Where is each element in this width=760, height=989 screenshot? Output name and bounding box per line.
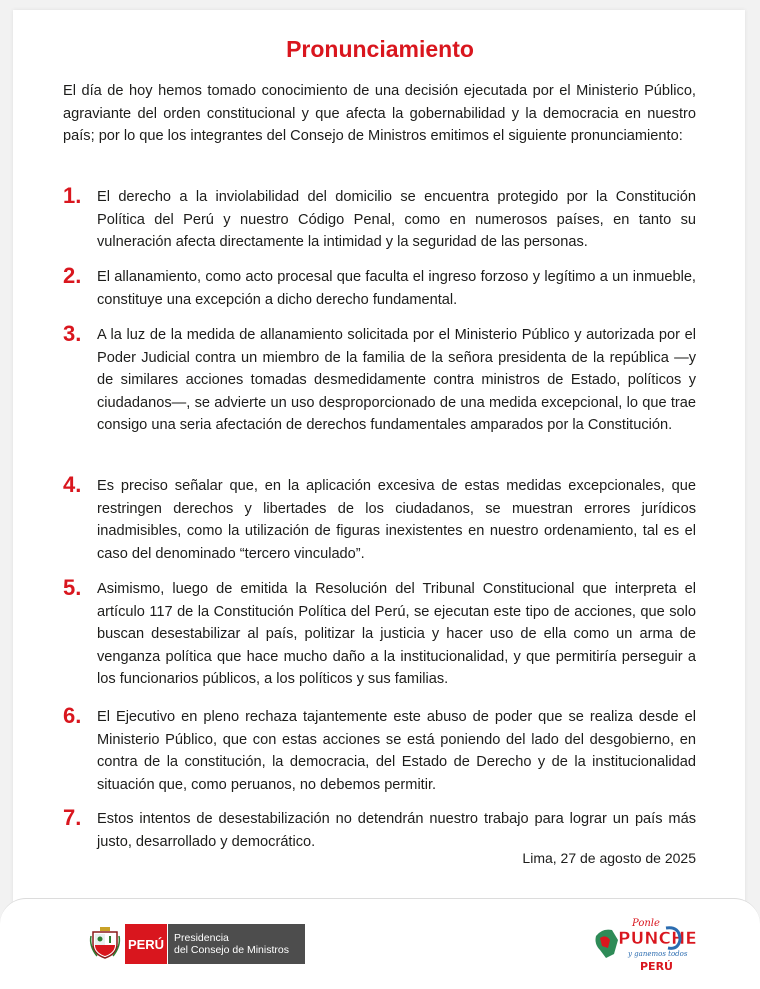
item-number: 1. [63, 183, 82, 208]
item-text: El derecho a la inviolabilidad del domicilio se encuentra protegido por la Constitución Política del Perú y nuestro Código Penal, como en numerosos países, en tanto su vulneración afecta directamente la intimidad y la seguridad de las personas. [97, 189, 696, 250]
item-number: 7. [63, 805, 82, 830]
peru-coat-of-arms-icon [89, 926, 121, 960]
item-number: 3. [63, 321, 82, 346]
page-title: Pronunciamiento [286, 36, 474, 62]
peru-label: PERÚ [125, 924, 167, 964]
item-text: El Ejecutivo en pleno rechaza tajantemente este abuso de poder que se realiza desde el Ministerio Público, que con estas acciones se está poniendo del lado del desgobierno, en contra de la constitución, la democracia, del Estado de Derecho y de la institucionalidad situación que, como peruanos, no debemos permitir. [97, 709, 696, 793]
pcm-line-2: del Consejo de Ministros [174, 944, 289, 956]
pcm-label [168, 924, 305, 964]
intro-paragraph: El día de hoy hemos tomado conocimiento de una decisión ejecutada por el Ministerio Público, agraviante del orden constitucional y que afecta la gobernabilidad y la democracia en nuestro país; por lo que los integrantes del Consejo de Ministros emitimos el siguiente pronunciamiento: [63, 83, 696, 144]
svg-text:y ganemos todos: y ganemos todos [628, 950, 688, 958]
item-text: A la luz de la medida de allanamiento solicitada por el Ministerio Público y autorizada por el Poder Judicial contra un miembro de la familia de la señora presidenta de la república —y de similares acciones tomadas desmedidamente contra ministros de Estado, políticos y ciudadanos—, se advierte un uso desproporcionado de una medida excepcional, lo que trae consigo una seria afectación de derechos fundamentales amparados por la Constitución. [97, 327, 696, 433]
pcm-line-1: Presidencia [174, 932, 229, 944]
item-number: 6. [63, 703, 82, 728]
pcm-logo [89, 922, 305, 966]
item-number: 4. [63, 472, 82, 497]
item-text: Es preciso señalar que, en la aplicación excesiva de estas medidas excepcionales, que restringen derechos y libertades de los ciudadanos, se muestran errores jurídicos inadmisibles, como la utilización de figuras inexistentes en nuestro ordenamiento, tal es el caso del denominado “tercero vinculado”. [97, 478, 696, 562]
item-number: 2. [63, 263, 82, 288]
item-text: El allanamiento, como acto procesal que faculta el ingreso forzoso y legítimo a un inmueble, constituye una excepción a dicho derecho fundamental. [97, 269, 696, 308]
svg-text:Ponle: Ponle [632, 918, 660, 929]
item-text: Estos intentos de desestabilización no detendrán nuestro trabajo para lograr un país más justo, desarrollado y democrático. [97, 811, 696, 850]
item-number: 5. [63, 575, 82, 600]
item-text: Asimismo, luego de emitida la Resolución del Tribunal Constitucional que interpreta el artículo 117 de la Constitución Política del Perú, se ejecutan este tipo de acciones, que solo buscan desestabilizar al país, politizar la justicia y hacer uso de ella como un arma de venganza política que hace mucho daño a la institucionalidad, y que permitiría perseguir a los funcionarios públicos, a los políticos y sus familias. [97, 581, 696, 687]
svg-text:PERÚ: PERÚ [640, 960, 673, 973]
svg-text:PUNCHE: PUNCHE [618, 929, 697, 949]
signature-date: Lima, 27 de agosto de 2025 [522, 850, 696, 866]
ponle-punche-logo [588, 914, 697, 980]
